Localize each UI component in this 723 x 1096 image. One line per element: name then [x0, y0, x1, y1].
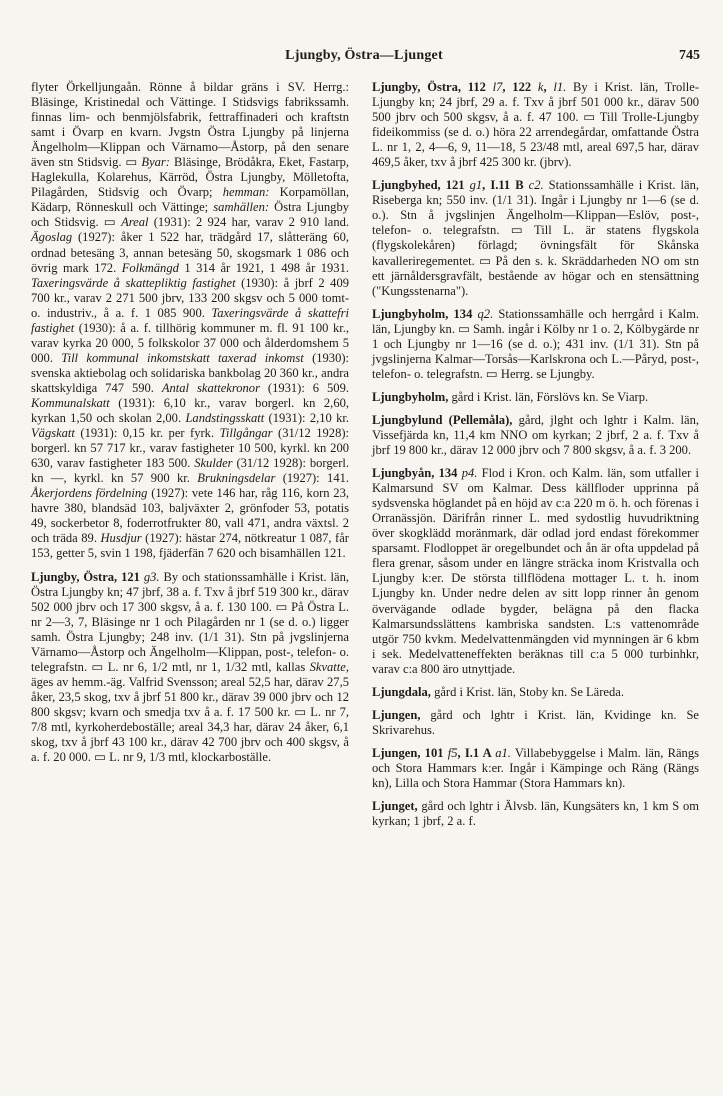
- italic-term: Skvatte: [309, 659, 346, 674]
- italic-term: Till kommunal inkomstskatt taxerad inkomst: [61, 350, 304, 365]
- entry-text: By och stationssamhälle i Krist. län, Östra Ljungby kn; 47 jbrf, 38 a. f. Txv å jbrf 519 300 kr., därav 502 000 jbrv och 17 300 skgsv, å a. f. 130 100. ▭ På Östra L. nr 2—3, 7, Bläsinge nr 1 och Pilagården nr 1 (se d. o.) ligger samh. Östra Ljungby; 248 inv. (1/1 31). Stn på jvgslinjerna Värnamo—Åstorp och Ängelholm—Klippan, post-, telefon- o. telegrafstn. ▭ L. nr 6, 1/2 mtl, nr 1, 1/32 mtl, kallas: [31, 569, 349, 674]
- italic-term: Brukningsdelar: [197, 471, 276, 486]
- entry-text: (1931): 2 924 har, varav 2 910 land.: [148, 215, 350, 230]
- italic-term: Landstingsskatt: [185, 411, 265, 426]
- italic-term: hemman:: [222, 185, 270, 200]
- italic-term: k: [537, 80, 544, 94]
- italic-term: a1.: [495, 745, 511, 760]
- entry-headword: ,: [482, 178, 491, 193]
- dictionary-entry: [372, 708, 699, 738]
- entry-text: Flod i Kron. och Kalm. län, som utfaller i Kalmarsund SV om Kalmar. Dess källfloder upprinna på sydsvenska höglandet på en höjd av c:a 220 m ö. h. och förenas i Orranässjön. Därifrån rinner L. med sydostlig huvudriktning över skogklädd moränmark, där odlad jord endast förekommer sparsamt. Flodloppet är oregelbundet och ån är ofta uppdelad på flera grenar, såsom under en längre sträcka inom Kristvalla och Ljungby k:er. De största tillflödena mottager L. t. h. inom Ljungby kn. Under nedre delen av sitt lopp rinner ån genom övervägande odlade bygder, belägna på den flacka Kalmarsundsslättens kambriska sandsten. L:s vattenområde utgör 750 kvkm. Medelvattenmängden vid mynningen är 6 kbm i sek. Medelvatteneffekten beräknas till c:a 5 000 turbinhkr, varav c:a 800 äro utnyttjade.: [372, 466, 699, 676]
- entry-text: gård och lghtr i Krist. län, Kvidinge kn. Se Skrivarehus.: [372, 707, 699, 737]
- italic-term: Tillgångar: [219, 426, 273, 441]
- entry-headword: Ljungbyholm,: [372, 389, 449, 404]
- entry-text: gård, jlght och lghtr i Kalm. län, Vissefjärda kn, 11,4 km NNO om kyrkan; 2 jbrf, 2 a. f. Txv å jbrf 19 800 kr., därav 12 000 jbrv och 7 800 skgsv, å a. f. 3 200.: [372, 412, 699, 458]
- page-header: [28, 48, 700, 70]
- italic-term: Ägoslag: [31, 230, 73, 245]
- dictionary-entry: [372, 80, 699, 170]
- entry-text: Korpamöllan, Kädarp, Rönneskull och Vättinge;: [31, 185, 349, 215]
- entry-text: (31/12 1928): borgerl. kn 57 717 kr., varav fastigheter 10 500, kyrkl. kn 200 630, varav fastigheter 183 500.: [31, 426, 350, 471]
- entry-text: (1930): å jbrf 2 409 700 kr., varav 2 271 500 jbrv, 133 200 skgsv och 5 000 tomt- o. industriv., å a. f. 1 085 900.: [31, 275, 349, 320]
- italic-term: l7: [492, 80, 503, 94]
- entry-text: Bläsinge, Brödåkra, Eket, Fastarp, Haglekulla, Kolarehus, Kärröd, Östra Ljungby, Mölletofta, Pilagården, Stidsvig och Övarp;: [31, 155, 349, 200]
- dictionary-entry: [31, 80, 349, 562]
- dictionary-entry: [372, 685, 699, 700]
- entry-headword: Ljungbylund (Pellemåla),: [372, 412, 513, 427]
- italic-term: c2.: [528, 178, 544, 193]
- entry-text: Villabebyggelse i Malm. län, Rängs och Stora Hammars k:er. Ingår i Kämpinge och Räng (Rängs kn), Lilla och Stora Hammar (Stora Hammars kn).: [372, 745, 699, 790]
- italic-term: Antal skattekronor: [161, 380, 260, 395]
- italic-term: g1: [469, 178, 483, 193]
- entry-text: (1931): 0,15 kr. per fyrk.: [74, 426, 220, 441]
- entry-text: gård i Krist. län, Förslövs kn. Se Viarp.: [448, 389, 649, 404]
- entry-text: (1931): 6,10 kr., varav borgerl. kn 2,60, kyrkan 1,50 och skolan 2,00.: [31, 395, 349, 426]
- entry-headword: Ljungbyholm, 134: [372, 306, 478, 321]
- entry-text: By i Krist. län, Trolle-Ljungby kn; 24 jbrf, 29 a. f. Txv å jbrf 501 000 kr., därav 500 500 jbrv och 500 skgsv, å a. f. 47 100. ▭ Till Trolle-Ljungby fideikommiss (se d. o.) höra 22 arrendegårdar, omfattande Östra L. nr 1, 2, 4—6, 9, 11—18, 5 23/48 mtl, areal 697,5 har, därav 469,5 åker, txv å jbrf 425 300 kr. (jbrv).: [372, 80, 700, 170]
- italic-term: Åkerjordens fördelning: [31, 486, 148, 501]
- entry-headword: Ljungby, Östra, 121: [31, 569, 144, 584]
- italic-term: Areal: [121, 215, 149, 230]
- entry-headword: Ljungen, 101: [372, 745, 448, 760]
- italic-term: p4.: [461, 466, 478, 481]
- left-column: [31, 80, 349, 765]
- entry-text: 1 314 år 1921, 1 498 år 1931.: [178, 260, 349, 275]
- italic-term: l1.: [553, 80, 567, 94]
- italic-term: samhällen:: [213, 200, 270, 215]
- italic-term: f5: [447, 745, 458, 760]
- running-title: Ljungby, Östra—Ljunget: [285, 48, 443, 63]
- entry-text: flyter Örkelljungaån. Rönne å bildar gräns i SV. Herrg.: Bläsinge, Kristinedal och Vättinge. I Stidsvigs fabrikssamh. finnas lim- och benmjölsfabrik, fettraffinaderi och kraftstn samt i Övarp en kvarn. Jvgstn Östra Ljungby på linjerna Ängelholm—Klippan och Värnamo—Åstorp, på den senare även stn Stidsvig. ▭: [31, 80, 349, 170]
- italic-term: Byar:: [141, 155, 170, 170]
- italic-term: Skulder: [194, 456, 233, 471]
- entry-text: Stationssamhälle och herrgård i Kalm. län, Ljungby kn. ▭ Samh. ingår i Kölby nr 1 o. 2, Kölbygärde nr 1 och Ljungby nr 1—16 (se d. o.); 431 inv. (1/1 31). Stn på jvgslinjerna Kalmar—Torsås—Karlskrona och L.—Påryd, post-, telefon- o. telegrafstn. ▭ Herrg. se Ljungby.: [372, 306, 700, 381]
- italic-term: Vägskatt: [31, 426, 75, 441]
- italic-term: g3.: [143, 569, 160, 584]
- entry-text: (31/12 1928): borgerl. kn —, kyrkl. kn 57 900 kr.: [31, 456, 349, 486]
- entry-text: (1930): å a. f. tillhörig kommuner m. fl. 91 100 kr., varav kyrka 20 000, 5 folkskolor 37 000 och ålderdomshem 5 000.: [31, 320, 349, 365]
- entry-text: (1927): vete 146 har, råg 116, korn 23, havre 380, blandsäd 103, baljväxter 2, grönfoder 53, potatis 49, sockerbetor 8, foderrotfrukter 80, vall 471, andra växtsl. 2 och träda 89.: [31, 486, 349, 546]
- dictionary-entry: [372, 466, 699, 677]
- entry-text: gård i Krist. län, Stoby kn. Se Läreda.: [430, 684, 624, 699]
- dictionary-entry: [372, 413, 699, 458]
- entry-text: (1931): 2,10 kr.: [264, 411, 350, 426]
- entry-text: (1931): 6 509.: [259, 380, 349, 395]
- dictionary-entry: [372, 799, 699, 829]
- dictionary-entry: [372, 307, 699, 382]
- entry-headword: I.11 B: [490, 178, 529, 193]
- entry-headword: Ljungbyån, 134: [372, 466, 462, 481]
- dictionary-entry: [31, 570, 349, 766]
- italic-term: Taxeringsvärde å skattefri fastighet: [31, 305, 349, 335]
- entry-text: Stationssamhälle i Krist. län, Riseberga kn; 550 inv. (1/1 31). Ingår i Ljungby nr 1—6 (se d. o.). Stn å jvgslinjen Ängelholm—Klippan—Eslöv, post-, telefon- o. telegrafstn. ▭ Till L. är statens flygskola (flygskolekåren) förlagd; övningsfält för Skånska kavalleriregementet. ▭ På den s. k. Skräddarheden NO om stn ett järnåldersgravfält, bestående av högar och en stensättning ("Kungsstenarna").: [372, 178, 699, 298]
- entry-text: (1927): 141.: [275, 471, 349, 486]
- entry-text: (1927): hästar 274, nötkreatur 1 087, får 153, getter 5, svin 1 198, fjäderfän 7 620 och bisamhällen 121.: [31, 531, 349, 561]
- entry-headword: Ljunget,: [372, 799, 418, 814]
- italic-term: Taxeringsvärde å skattepliktig fastighet: [31, 275, 236, 290]
- entry-headword: ,: [543, 80, 554, 94]
- italic-term: Kommunalskatt: [31, 395, 110, 410]
- entry-text: Östra Ljungby och Stidsvig. ▭: [31, 200, 349, 230]
- right-column: [372, 80, 699, 829]
- entry-text: (1930): svenska aktiebolag och solidariska bankbolag 20 360 kr., andra skattskyldiga 747 590.: [31, 350, 350, 395]
- entry-headword: Ljungen,: [372, 707, 421, 722]
- entry-headword: Ljungbyhed, 121: [372, 178, 470, 193]
- entry-text: gård och lghtr i Älvsb. län, Kungsäters kn, 1 km S om kyrkan; 1 jbrf, 2 a. f.: [372, 799, 699, 829]
- entry-headword: , 122: [502, 80, 538, 94]
- italic-term: Folkmängd: [121, 260, 179, 275]
- entry-text: , äges av hemm.-äg. Valfrid Svensson; areal 52,5 har, därav 27,5 åker, 23,5 skog, txv å jbrf 51 800 kr., därav 39 000 jbrv och 12 800 skgsv; kvarn och smedja txv å a. f. 17 500 kr. ▭ L. nr 7, 7/8 mtl, kyrkoherdeboställe; areal 34,3 har, därav 24 åker, 6,1 skog, txv å jbrf 43 100 kr., därav 42 700 jbrv och 400 skgsv, å a. f. 20 000. ▭ L. nr 9, 1/3 mtl, klockarboställe.: [31, 659, 349, 765]
- italic-term: Husdjur: [100, 531, 142, 546]
- entry-headword: Ljungdala,: [372, 684, 431, 699]
- entry-headword: Ljungby, Östra, 112: [372, 80, 493, 94]
- dictionary-entry: [372, 390, 699, 405]
- entry-headword: , I.1 A: [457, 745, 496, 760]
- italic-term: q2.: [477, 306, 494, 321]
- entry-text: (1927): åker 1 522 har, trädgård 17, slåtteräng 60, ordnad betesäng 3, annan betesäng 50, skogsmark 1 086 och övrig mark 172.: [31, 230, 349, 275]
- dictionary-entry: [372, 746, 699, 791]
- dictionary-entry: [372, 178, 699, 298]
- page-number: 745: [679, 48, 700, 63]
